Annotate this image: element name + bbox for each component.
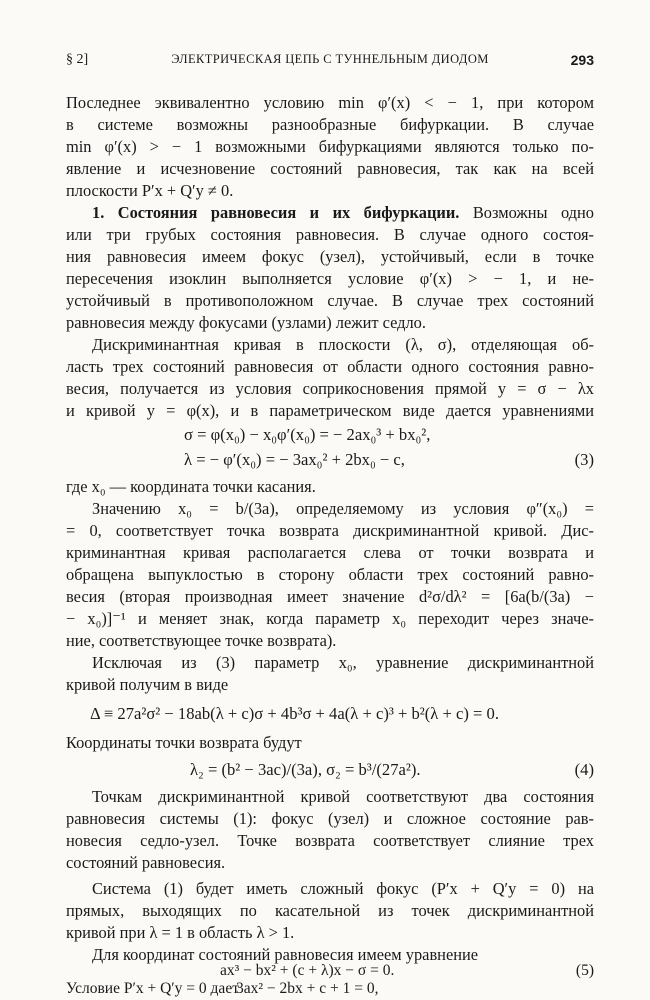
text-line: в системе возможны разнообразные бифуркации. В случае <box>66 115 594 134</box>
equation-number: (3) <box>574 450 594 469</box>
running-header <box>66 52 594 72</box>
section-heading-line <box>92 202 594 224</box>
text-line: Условие P′x + Q′y = 0 дает 3ax² − 2bx + c + 1 = 0, <box>66 980 379 997</box>
text-line: обращена выпуклостью в сторону области трех состояний равно- <box>66 565 594 584</box>
text-line: кривой при λ = 1 в область λ > 1. <box>66 923 295 942</box>
text-line: Система (1) будет иметь сложный фокус (P′x + Q′y = 0) на <box>92 879 594 898</box>
text-fragment: Возможны одно <box>459 203 594 222</box>
text-line: прямых, выходящих по касательной из точек дискриминантной <box>66 901 594 920</box>
text-line: − x₀)]⁻¹ и меняет знак, когда параметр x₀ переходит через значе- <box>66 609 594 628</box>
text-line: Для координат состояний равновесия имеем уравнение <box>92 945 479 964</box>
equation-5: ax³ − bx² + (c + λ)x − σ = 0. (5) <box>220 962 594 979</box>
text-line: равновесия между фокусами (узлами) лежит седло. <box>66 313 426 332</box>
text-line: ние, соответствующее точке возврата). <box>66 631 337 650</box>
text-line: пересечения изоклин выполняется условие φ′(x) > − 1, и не- <box>66 269 594 288</box>
text-line: ласть трех состояний равновесия от области одного состояния равно- <box>66 357 594 376</box>
text-line: кривой получим в виде <box>66 675 229 694</box>
text-line: весия (вторая производная имеет значение d²σ/dλ² = [6a(b/(3a) − <box>66 587 594 606</box>
equation-lambda: λ = − φ′(x₀) = − 3ax₀² + 2bx₀ − c, (3) <box>66 448 594 472</box>
equation-number: (4) <box>574 760 594 779</box>
text-line: весия, получается из условия соприкосновения прямой y = σ − λx <box>66 379 594 398</box>
equation-last: 3ax² − 2bx + c + 1 = 0, <box>236 980 379 997</box>
text-line: явление и исчезновение состояний равновесия, так как на всей <box>66 159 594 178</box>
page-number: 293 <box>570 52 594 68</box>
text-line: криминантная кривая располагается слева от точки возврата и <box>66 543 594 562</box>
text-line: и кривой y = φ(x), и в параметрическом виде дается уравнениями <box>66 401 594 420</box>
equation-sigma: σ = φ(x₀) − x₀φ′(x₀) = − 2ax₀³ + bx₀², <box>184 425 431 444</box>
text-line: Значению x₀ = b/(3a), определяемому из условия φ″(x₀) = <box>92 499 594 518</box>
text-line: новесия седло-узел. Точке возврата соответствует слияние трех <box>66 831 594 850</box>
text-line: Исключая из (3) параметр x₀, уравнение дискриминантной <box>92 653 594 672</box>
text-line: плоскости P′x + Q′y ≠ 0. <box>66 181 234 200</box>
text-line: ния равновесия имеем фокус (узел), устойчивый, если в точке <box>66 247 594 266</box>
text-line: Точкам дискриминантной кривой соответствуют два состояния <box>92 787 594 806</box>
running-title: ЭЛЕКТРИЧЕСКАЯ ЦЕПЬ С ТУННЕЛЬНЫМ ДИОДОМ <box>171 52 489 66</box>
text-line: состояний равновесия. <box>66 853 226 872</box>
text-line: Координаты точки возврата будут <box>66 733 302 752</box>
section-label: § 2] <box>66 52 89 67</box>
equation-delta: Δ ≡ 27a²σ² − 18ab(λ + c)σ + 4b³σ + 4a(λ + c)³ + b²(λ + c) = 0. <box>90 704 499 723</box>
text-line: Последнее эквивалентно условию min φ′(x) < − 1, при котором <box>66 93 594 112</box>
section-heading: 1. Состояния равновесия и их бифуркации. <box>92 203 460 222</box>
text-line: min φ′(x) > − 1 возможными бифуркациями являются только по- <box>66 137 594 156</box>
text-line: где x₀ — координата точки касания. <box>66 477 316 496</box>
text-line: Дискриминантная кривая в плоскости (λ, σ), отделяющая об- <box>92 335 594 354</box>
text-line: устойчивый в противоположном случае. В случае трех состояний <box>66 291 594 310</box>
text-line: или три грубых состояния равновесия. В случае одного состоя- <box>66 225 594 244</box>
text-line: = 0, соответствует точка возврата дискриминантной кривой. Дис- <box>66 521 594 540</box>
equation-number: (5) <box>575 962 594 979</box>
equation-4: λ₂ = (b² − 3ac)/(3a), σ₂ = b³/(27a²). (4) <box>66 758 594 782</box>
text-line: равновесия системы (1): фокус (узел) и сложное состояние рав- <box>66 809 594 828</box>
